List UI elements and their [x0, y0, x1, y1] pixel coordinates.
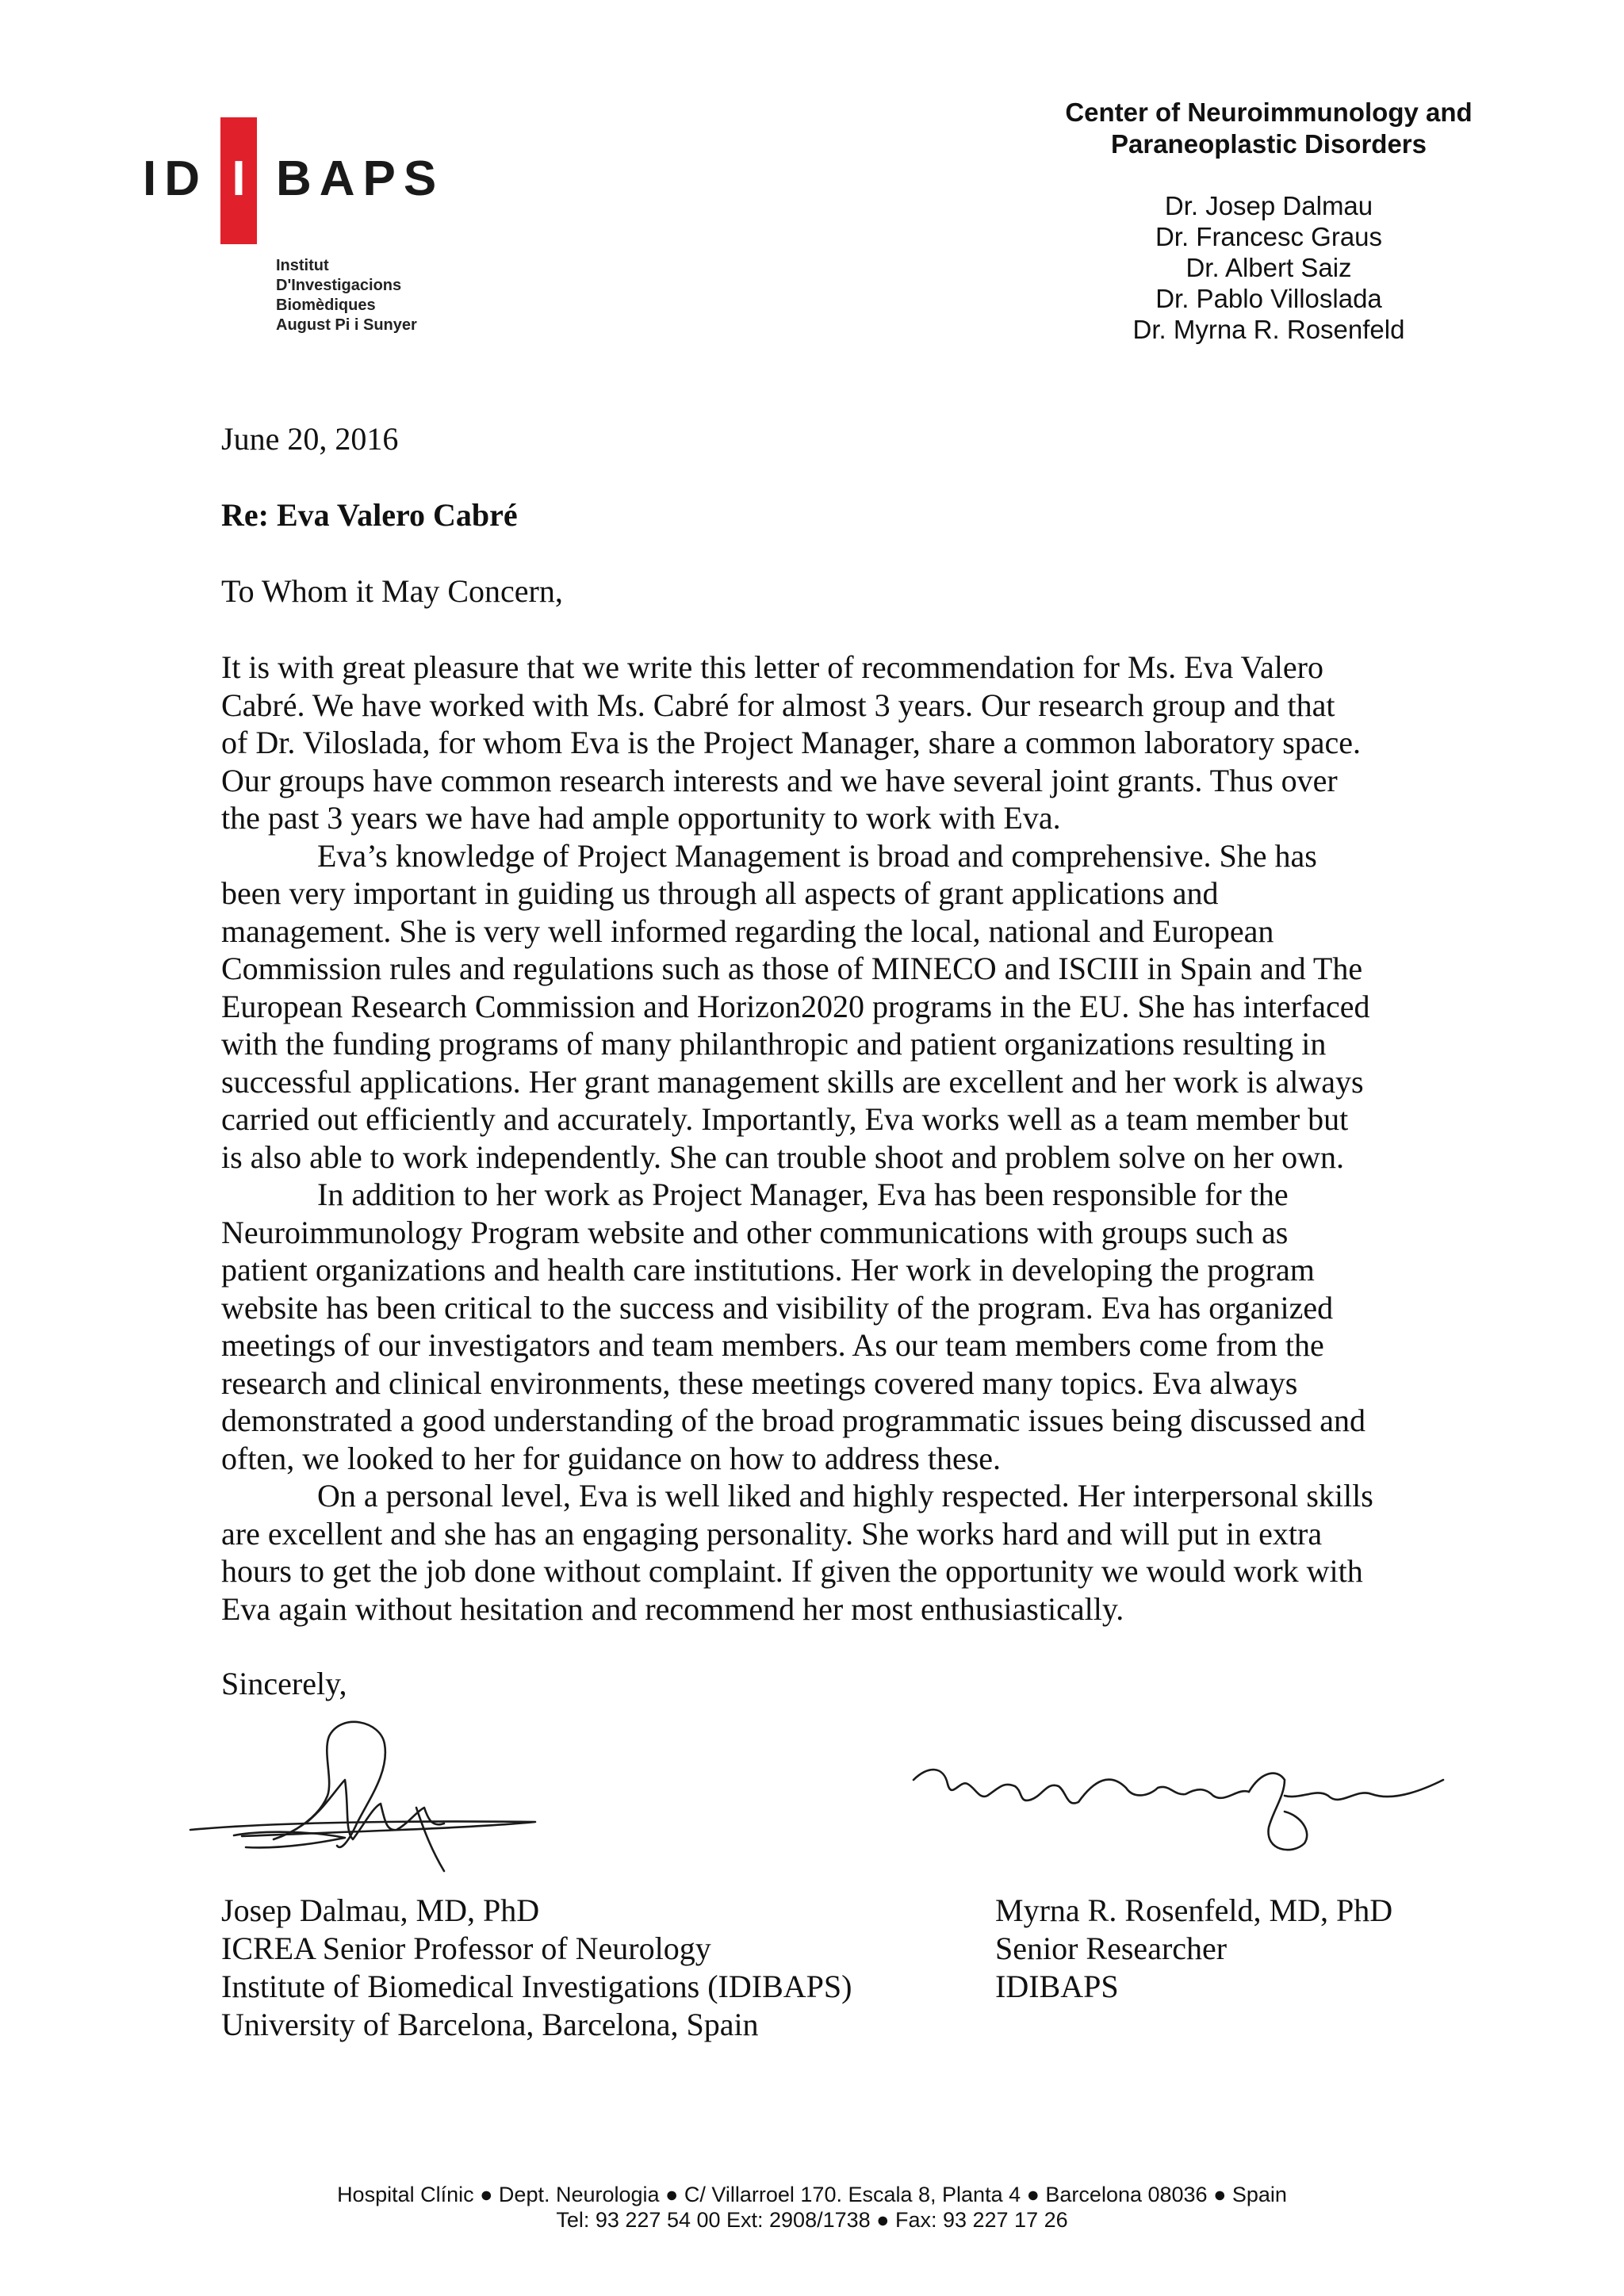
body-line: Eva again without hesitation and recommend her most enthusiastically. [221, 1590, 1124, 1627]
body-line: the past 3 years we have had ample opportunity to work with Eva. [221, 800, 1061, 836]
footer-contact: Tel: 93 227 54 00 Ext: 2908/1738 ● Fax: 93 227 17 26 [556, 2208, 1068, 2232]
signatory-line: Senior Researcher [995, 1931, 1228, 1966]
letter-footer [0, 2182, 1624, 2233]
body-line: European Research Commission and Horizon2020 programs in the EU. She has interfaced [221, 988, 1370, 1024]
body-line: carried out efficiently and accurately. Importantly, Eva works well as a team member but [221, 1101, 1349, 1137]
doctor-name: Dr. Francesc Graus [1155, 222, 1383, 251]
idibaps-logo [143, 117, 460, 347]
doctor-name: Dr. Albert Saiz [1185, 253, 1352, 282]
logo-subtitle-line: August Pi i Sunyer [276, 316, 417, 334]
body-line: Neuroimmunology Program website and other communications with groups such as [221, 1214, 1289, 1250]
body-line: often, we looked to her for guidance on how to address these. [221, 1440, 1002, 1476]
body-line: hours to get the job done without complaint. If given the opportunity we would work with [221, 1553, 1363, 1589]
body-line: successful applications. Her grant management skills are excellent and her work is always [221, 1063, 1364, 1100]
body-line: research and clinical environments, these meetings covered many topics. Eva always [221, 1364, 1298, 1401]
logo-left-letters: ID [143, 151, 208, 206]
body-line: Cabré. We have worked with Ms. Cabré for almost 3 years. Our research group and that [221, 687, 1335, 723]
signature-rosenfeld [912, 1764, 1451, 1891]
logo-subtitle-line: D'Investigacions [276, 277, 402, 294]
letter-date: June 20, 2016 [221, 421, 399, 457]
footer-address: Hospital Clínic ● Dept. Neurologia ● C/ Villarroel 170. Escala 8, Planta 4 ● Barcelona 08036 ● Spain [337, 2183, 1287, 2206]
body-line: demonstrated a good understanding of the broad programmatic issues being discussed and [221, 1402, 1365, 1438]
logo-bar-letter: I [232, 151, 246, 206]
logo-subtitle-line: Biomèdiques [276, 297, 376, 314]
signature-dalmau [186, 1712, 543, 1887]
body-line: website has been critical to the success and visibility of the program. Eva has organized [221, 1289, 1334, 1326]
signatory-line: Myrna R. Rosenfeld, MD, PhD [995, 1892, 1393, 1928]
logo-subtitle-line: Institut [276, 257, 329, 274]
body-line: In addition to her work as Project Manager, Eva has been responsible for the [317, 1177, 1289, 1212]
body-line: with the funding programs of many philanthropic and patient organizations resulting in [221, 1026, 1327, 1062]
body-line: It is with great pleasure that we write this letter of recommendation for Ms. Eva Valero [221, 649, 1323, 685]
center-title [1039, 97, 1499, 160]
letter-salutation: To Whom it May Concern, [221, 573, 563, 609]
letter-closing: Sincerely, [221, 1666, 347, 1701]
body-line: On a personal level, Eva is well liked and highly respected. Her interpersonal skills [317, 1478, 1373, 1513]
logo-red-bar [220, 117, 257, 244]
center-title-line: Center of Neuroimmunology and [1065, 98, 1473, 127]
body-line: patient organizations and health care institutions. Her work in developing the program [221, 1252, 1315, 1288]
body-line: Eva’s knowledge of Project Management is broad and comprehensive. She has [317, 837, 1317, 874]
doctor-list [1039, 190, 1499, 345]
body-line: Our groups have common research interests and we have several joint grants. Thus over [221, 762, 1338, 798]
signatory-left [221, 1892, 852, 2044]
signatory-line: Josep Dalmau, MD, PhD [221, 1892, 540, 1928]
logo-right-letters: BAPS [276, 151, 445, 206]
letter-body [221, 649, 1411, 1628]
body-line: of Dr. Viloslada, for whom Eva is the Project Manager, share a common laboratory space. [221, 725, 1362, 760]
signatory-line: ICREA Senior Professor of Neurology [221, 1931, 711, 1966]
doctor-name: Dr. Pablo Villoslada [1155, 284, 1382, 313]
body-line: been very important in guiding us through all aspects of grant applications and [221, 875, 1219, 911]
doctor-name: Dr. Josep Dalmau [1164, 191, 1373, 220]
body-line: meetings of our investigators and team members. As our team members come from the [221, 1327, 1324, 1363]
letter-subject: Re: Eva Valero Cabré [221, 497, 518, 533]
center-title-line: Paraneoplastic Disorders [1111, 129, 1427, 159]
signatory-right [995, 1892, 1392, 2006]
body-line: Commission rules and regulations such as those of MINECO and ISCIII in Spain and The [221, 951, 1363, 986]
doctor-name: Dr. Myrna R. Rosenfeld [1132, 315, 1405, 344]
signatory-line: Institute of Biomedical Investigations (IDIBAPS) [221, 1969, 852, 2004]
body-line: is also able to work independently. She can trouble shoot and problem solve on her own. [221, 1138, 1344, 1175]
body-line: are excellent and she has an engaging personality. She works hard and will put in extra [221, 1515, 1323, 1552]
logo-subtitle [276, 256, 417, 335]
signatory-line: University of Barcelona, Barcelona, Spain [221, 2007, 759, 2042]
body-line: management. She is very well informed regarding the local, national and European [221, 913, 1274, 949]
signatory-line: IDIBAPS [995, 1969, 1119, 2004]
